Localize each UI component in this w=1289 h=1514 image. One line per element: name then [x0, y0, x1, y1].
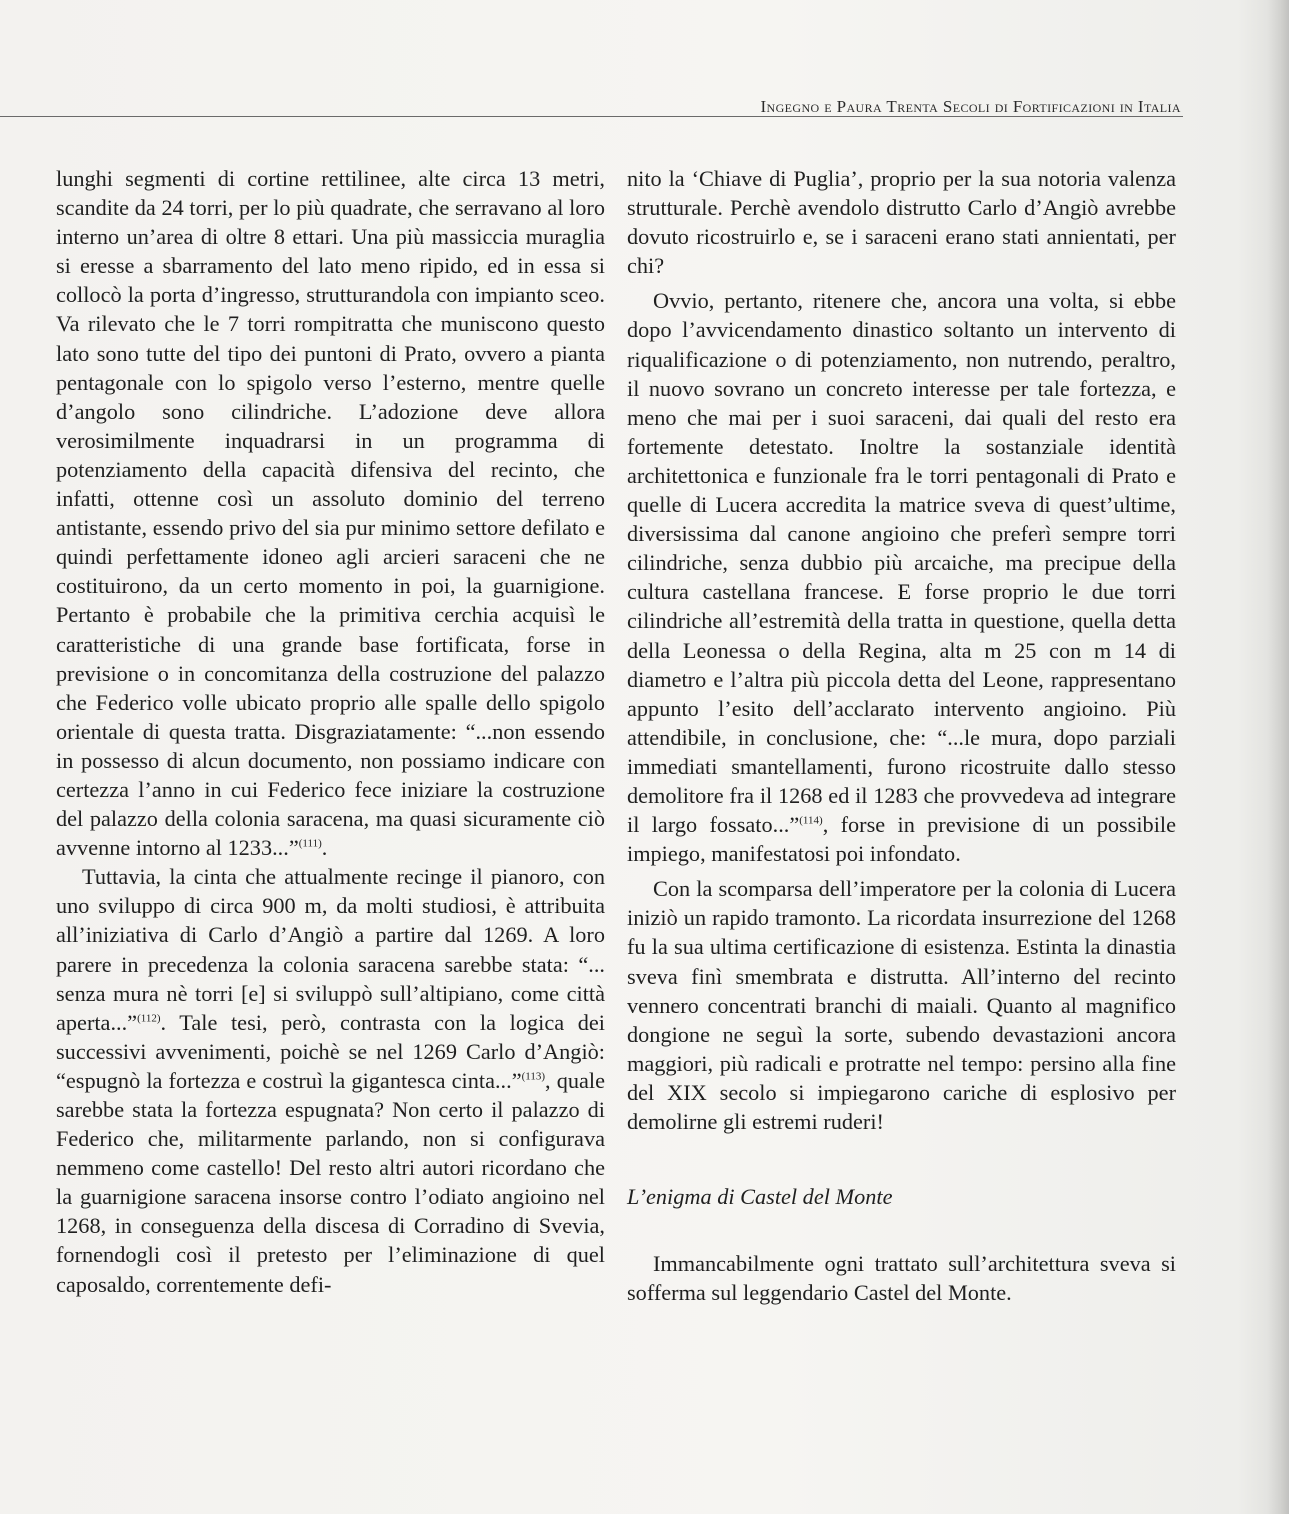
paragraph	[627, 874, 1176, 1136]
paragraph-text: nito la ‘Chiave di Puglia’, proprio per la sua notoria valenza strutturale. Perchè avendolo distrutto Carlo d’Angiò avrebbe dovuto ricostruirlo e, se i saraceni erano stati annientati, per chi?	[627, 166, 1176, 279]
left-column	[56, 164, 605, 1299]
header-rule	[0, 116, 1183, 117]
paragraph-text: , forse in previsione di un possibile impiego, manifestatosi poi infondato.	[627, 812, 1176, 867]
paragraph	[56, 164, 605, 862]
footnote-ref: (112)	[137, 1012, 161, 1025]
right-column	[627, 164, 1176, 1307]
paragraph-text: .	[321, 835, 328, 861]
footnote-ref: (111)	[298, 837, 322, 850]
paragraph-text: lunghi segmenti di cortine rettilinee, alte circa 13 metri, scandite da 24 torri, per lo più quadrate, che serravano al loro interno un’area di oltre 8 ettari. Una più massiccia muraglia si eresse a sbarramento del lato meno ripido, ed in essa si collocò la porta d’ingresso, strutturandola con impianto sceo. Va rilevato che le 7 torri rompitratta che muniscono questo lato sono tutte del tipo dei puntoni di Prato, ovvero a pianta pentagonale con lo spigolo verso l’esterno, mentre quelle d’angolo sono cilindriche. L’adozione deve allora verosimilmente inquadrarsi in un programma di potenziamento della capacità difensiva del recinto, che infatti, ottenne così un assoluto dominio del terreno antistante, essendo privo del sia pur minimo settore defilato e quindi perfettamente idoneo agli arcieri saraceni che ne costituirono, da un certo momento in poi, la guarnigione. Pertanto è probabile che la primitiva cerchia acquisì le caratteristiche di una grande base fortificata, forse in previsione o in concomitanza della costruzione del palazzo che Federico volle ubicato proprio alle spalle dello spigolo orientale di questa tratta. Disgraziatamente: “...non essendo in possesso di alcun documento, non possiamo indicare con certezza l’anno in cui Federico fece iniziare la costruzione del palazzo della colonia saracena, ma quasi sicuramente ciò avvenne intorno al 1233...”	[56, 166, 605, 861]
paragraph-text: . Tale tesi, però, contrasta con la logica dei successivi avvenimenti, poichè se nel 1269 Carlo d’Angiò: “espugnò la fortezza e costruì la gigantesca cinta...”	[56, 1009, 605, 1093]
running-head: Ingegno e Paura Trenta Secoli di Fortificazioni in Italia	[760, 97, 1181, 116]
paragraph	[627, 286, 1176, 868]
paragraph-text: Ovvio, pertanto, ritenere che, ancora una volta, si ebbe dopo l’avvicendamento dinastico soltanto un intervento di riqualificazione o di potenziamento, non nutrendo, peraltro, il nuovo sovrano un concreto interesse per tale fortezza, e meno che mai per i suoi saraceni, dai quali del resto era fortemente detestato. Inoltre la sostanziale identità architettonica e funzionale fra le torri pentagonali di Prato e quelle di Lucera accredita la matrice sveva di quest’ultime, diversissima dal canone angioino che preferì sempre torri cilindriche, senza dubbio più arcaiche, ma precipue della cultura castellana francese. E forse proprio le due torri cilindriche all’estremità della tratta in questione, quella detta della Leonessa o della Regina, alta m 25 con m 14 di diametro e l’altra più piccola detta del Leone, rappresentano appunto l’esito dell’acclarato intervento angioino. Più attendibile, in conclusione, che: “...le mura, dopo parziali immediati smantellamenti, furono ricostruite dallo stesso demolitore fra il 1268 ed il 1283 che provvedeva ad integrare il largo fossato...”	[627, 288, 1176, 838]
paragraph	[627, 164, 1176, 280]
paragraph-text: Immancabilmente ogni trattato sull’architettura sveva si sofferma sul leggendario Castel del Monte.	[627, 1251, 1176, 1306]
paragraph	[627, 1249, 1176, 1307]
footnote-ref: (114)	[799, 814, 823, 827]
page-edge-shadow	[1267, 0, 1289, 1514]
paragraph-text: Con la scomparsa dell’imperatore per la colonia di Lucera iniziò un rapido tramonto. La ricordata insurrezione del 1268 fu la sua ultima certificazione di esistenza. Estinta la dinastia sveva finì smembrata e distrutta. All’interno del recinto vennero concentrati branchi di maiali. Quanto al magnifico dongione ne seguì la sorte, subendo devastazioni ancora maggiori, più radicali e protratte nel tempo: persino alla fine del XIX secolo si impiegarono cariche di esplosivo per demolirne gli estremi ruderi!	[627, 876, 1176, 1134]
section-heading: L’enigma di Castel del Monte	[627, 1184, 893, 1210]
paragraph	[56, 862, 605, 1298]
paragraph-text: Tuttavia, la cinta che attualmente recinge il pianoro, con uno sviluppo di circa 900 m, da molti studiosi, è attribuita all’iniziativa di Carlo d’Angiò a partire dal 1269. A loro parere in precedenza la colonia saracena sarebbe stata: “... senza mura nè torri [e] si sviluppò sull’altipiano, come città aperta...”	[56, 864, 605, 1035]
footnote-ref: (113)	[521, 1070, 546, 1083]
paragraph-text: , quale sarebbe stata la fortezza espugnata? Non certo il palazzo di Federico che, militarmente parlando, non si configurava nemmeno come castello! Del resto altri autori ricordano che la guarnigione saracena insorse contro l’odiato angioino nel 1268, in conseguenza della discesa di Corradino di Svevia, fornendogli così il pretesto per l’eliminazione di quel caposaldo, correntemente defi-	[56, 1067, 606, 1297]
